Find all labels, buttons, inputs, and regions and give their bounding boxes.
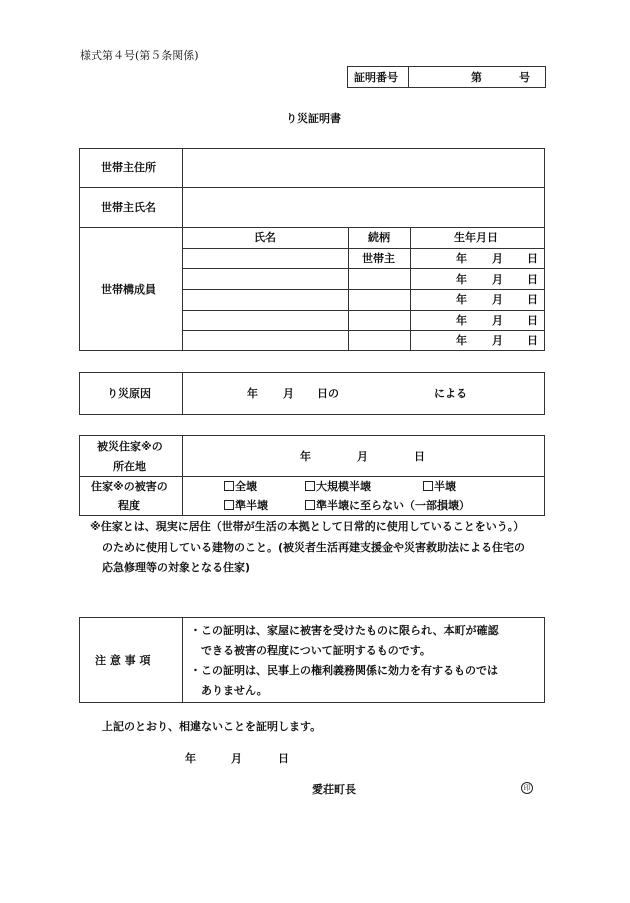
- issue-month: 月: [231, 752, 242, 765]
- member-birth-year: 年: [456, 334, 467, 347]
- cause-label: り災原因: [107, 387, 151, 400]
- member-birth-year: 年: [456, 293, 467, 306]
- damage-option-half[interactable]: 半壊: [423, 481, 456, 492]
- seal-icon: 印: [521, 782, 533, 794]
- checkbox-icon: [224, 481, 234, 491]
- member-birth-month: 月: [492, 334, 503, 347]
- page-title: り災証明書: [286, 112, 341, 125]
- household-head-name-label: 世帯主氏名: [101, 201, 156, 214]
- member-birth-day: 日: [527, 334, 538, 347]
- member-birth-month: 月: [492, 314, 503, 327]
- cert-number-go: 号: [519, 71, 530, 84]
- certify-text: 上記のとおり、相違ないことを証明します。: [102, 720, 322, 733]
- col-birth-header: 生年月日: [454, 231, 498, 244]
- notes-line1: ・この証明は、家屋に被害を受けたものに限られ、本町が確認: [190, 624, 499, 637]
- checkbox-icon: [423, 481, 433, 491]
- cause-by: による: [434, 387, 467, 400]
- damage-option-partial[interactable]: 準半壊に至らない（一部損壊）: [305, 500, 470, 511]
- members-label: 世帯構成員: [101, 283, 156, 296]
- checkbox-icon: [305, 500, 315, 510]
- member-birth-month: 月: [492, 293, 503, 306]
- household-head-address-label: 世帯主住所: [101, 161, 156, 174]
- damage-option-total[interactable]: 全壊: [224, 481, 257, 492]
- footnote-line1: ※住家とは、現実に居住（世帯が生活の本拠として日常的に使用していることをいう。）: [90, 520, 525, 533]
- member-birth-day: 日: [527, 293, 538, 306]
- location-label-line1: 被災住家※の: [97, 440, 163, 453]
- damage-label-line2: 程度: [118, 499, 140, 512]
- col-name-header: 氏名: [254, 231, 276, 244]
- member-birth-day: 日: [527, 273, 538, 286]
- col-relation-header: 続柄: [368, 231, 390, 244]
- member-birth-month: 月: [492, 273, 503, 286]
- member-birth-day: 日: [527, 252, 538, 265]
- notes-line4: ありません。: [201, 684, 268, 697]
- notes-label: 注 意 事 項: [95, 654, 151, 667]
- form-number: 様式第４号(第５条関係): [80, 49, 199, 62]
- member-birth-month: 月: [492, 252, 503, 265]
- damage-option-large-half[interactable]: 大規模半壊: [305, 481, 371, 492]
- cause-day: 日の: [317, 387, 339, 400]
- first-relation: 世帯主: [362, 252, 395, 265]
- cert-number-dai: 第: [471, 71, 482, 84]
- checkbox-icon: [305, 481, 315, 491]
- notes-line3: ・この証明は、民事上の権利義務関係に効力を有するものでは: [190, 664, 498, 677]
- cause-month: 月: [283, 387, 294, 400]
- footnote-line2: のために使用している建物のこと。(被災者生活再建支援金や災害救助法による住宅の: [102, 541, 526, 554]
- notes-line2: できる被害の程度について証明するものです。: [201, 644, 431, 657]
- member-birth-year: 年: [456, 314, 467, 327]
- cert-number-label: 証明番号: [354, 71, 398, 84]
- issuer-title: 愛荘町長: [312, 783, 356, 796]
- damage-option-semi-half[interactable]: 準半壊: [224, 500, 268, 511]
- footnote-line3: 応急修理等の対象となる住家): [102, 561, 251, 574]
- location-month: 月: [357, 450, 368, 463]
- location-label-line2: 所在地: [113, 460, 146, 473]
- cause-year: 年: [247, 387, 258, 400]
- damage-label-line1: 住家※の被害の: [91, 480, 168, 493]
- issue-year: 年: [185, 752, 196, 765]
- issue-day: 日: [278, 752, 289, 765]
- checkbox-icon: [224, 500, 234, 510]
- household-table: [79, 148, 545, 351]
- location-day: 日: [414, 450, 425, 463]
- member-birth-year: 年: [456, 252, 467, 265]
- member-birth-day: 日: [527, 314, 538, 327]
- member-birth-year: 年: [456, 273, 467, 286]
- location-year: 年: [300, 450, 311, 463]
